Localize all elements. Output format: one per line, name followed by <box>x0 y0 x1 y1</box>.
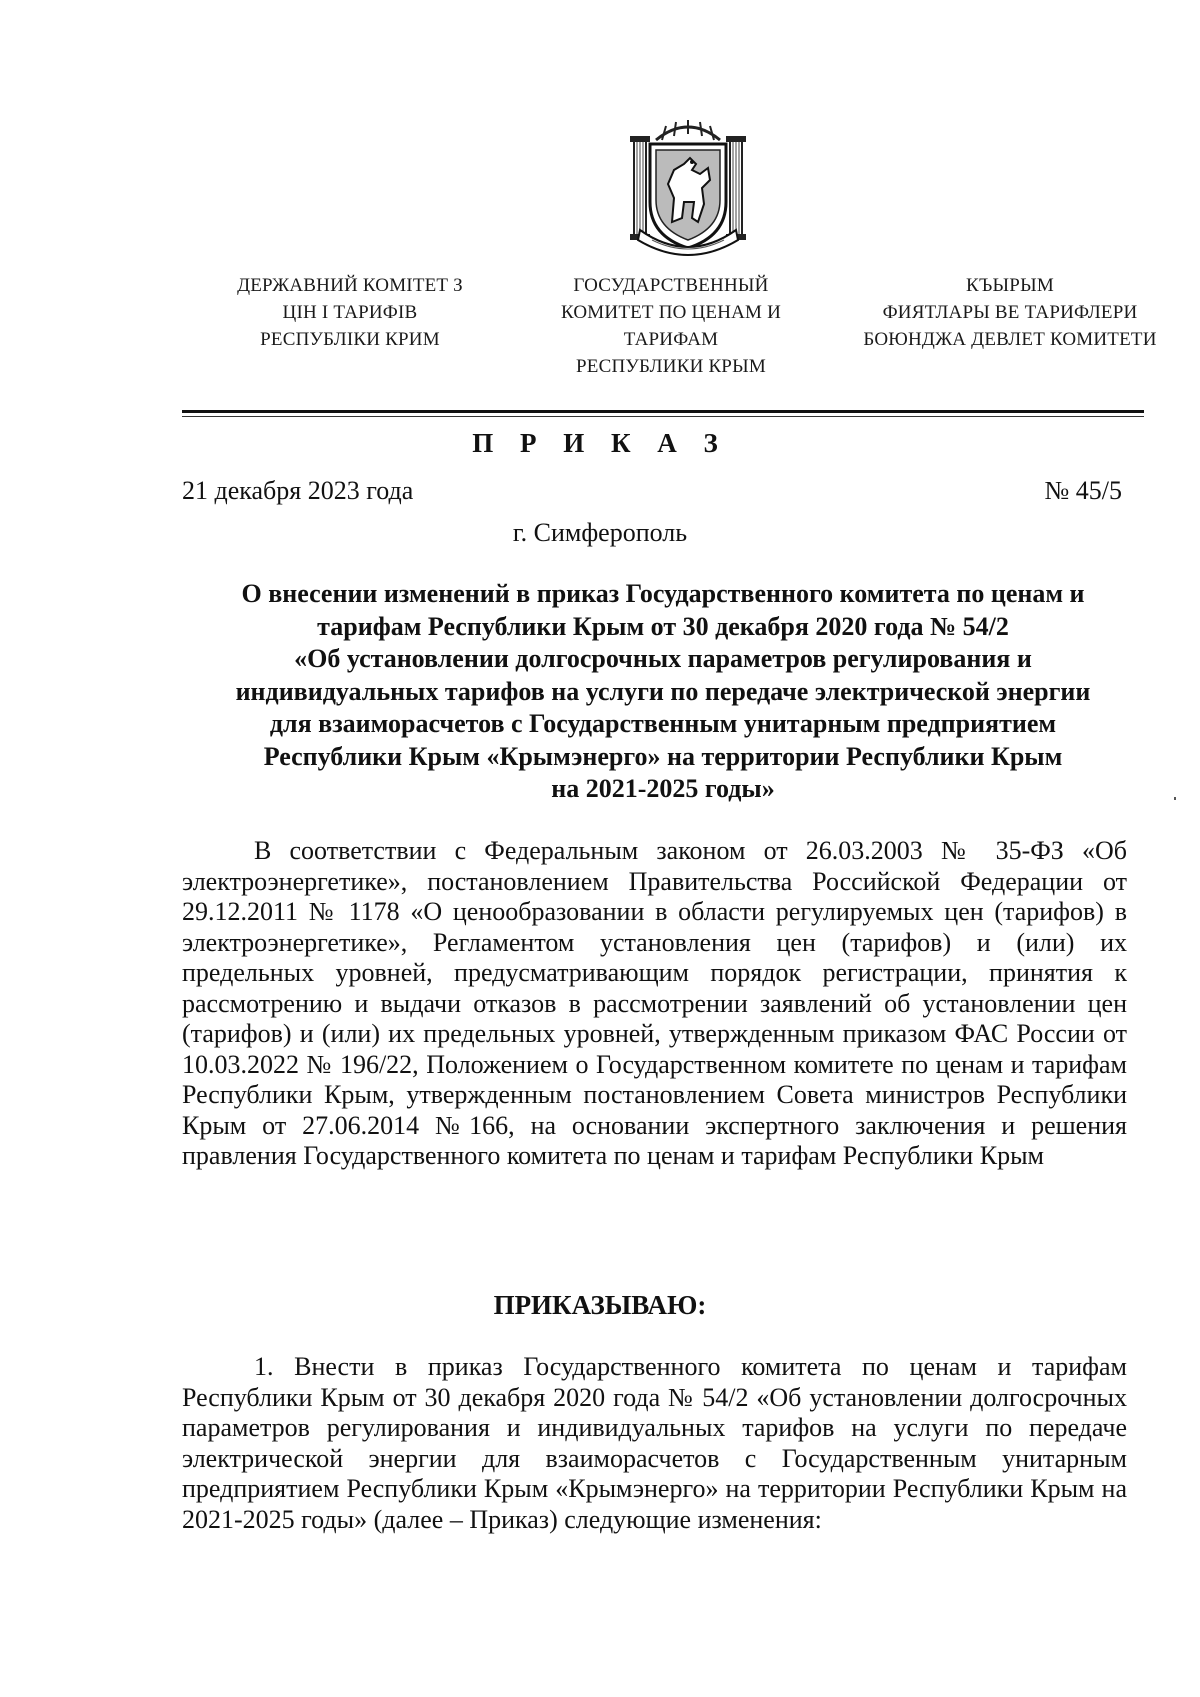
header-russian <box>528 272 814 380</box>
crimea-coat-of-arms-icon <box>628 118 748 258</box>
header-crh-line: БОЮНДЖА ДЕВЛЕТ КОМИТЕТИ <box>863 329 1157 350</box>
title-line: на 2021-2025 годы» <box>551 774 775 803</box>
item-1-paragraph: 1. Внести в приказ Государственного комитета по ценам и тарифам Республики Крым от 30 декабря 2020 года № 54/2 «Об установлении долгосрочных параметров регулирования и индивидуальных тарифов на услуги по передаче электрической энергии для взаиморасчетов с Государственным унитарным предприятием Республики Крым «Крымэнерго» на территории Республики Крым на 2021-2025 годы» (далее – Приказ) следующие изменения: <box>182 1352 1127 1534</box>
command-heading: ПРИКАЗЫВАЮ: <box>493 1290 707 1320</box>
header-ru-line: ГОСУДАРСТВЕННЫЙ <box>573 275 769 296</box>
title-line: «Об установлении долгосрочных параметров регулирования и <box>294 644 1032 673</box>
header-ua-line: ДЕРЖАВНИЙ КОМІТЕТ З <box>237 275 463 296</box>
header-ukrainian <box>205 272 495 353</box>
document-city: г. Симферополь <box>512 518 688 547</box>
header-ua-line: ЦІН І ТАРИФІВ <box>282 302 418 323</box>
header-crh-line: КЪЫРЫМ <box>966 275 1054 296</box>
header-ru-line: РЕСПУБЛИКИ КРЫМ <box>576 356 766 377</box>
document-number: № 45/5 <box>1044 476 1122 505</box>
title-line: для взаиморасчетов с Государственным унитарным предприятием <box>269 709 1057 738</box>
header-ru-line: ТАРИФАМ <box>623 329 719 350</box>
title-line: О внесении изменений в приказ Государственного комитета по ценам и <box>241 579 1085 608</box>
title-line: тарифам Республики Крым от 30 декабря 2020 года № 54/2 <box>317 611 1009 641</box>
title-line: Республики Крым «Крымэнерго» на территории Республики Крым <box>263 741 1063 771</box>
preamble-paragraph: В соответствии с Федеральным законом от 26.03.2003 № 35-ФЗ «Об электроэнергетике», постановлением Правительства Российской Федерации от 29.12.2011 № 1178 «О ценообразовании в области регулируемых цен (тарифов) в электроэнергетике», Регламентом установления цен (тарифов) и (или) их предельных уровней, предусматривающим порядок регистрации, принятия к рассмотрению и выдачи отказов в рассмотрении заявлений об установлении цен (тарифов) и (или) их предельных уровней, утвержденным приказом ФАС России от 10.03.2022 № 196/22, Положением о Государственном комитете по ценам и тарифам Республики Крым, утвержденным постановлением Совета министров Республики Крым от 27.06.2014 №166, на основании экспертного заключения и решения правления Государственного комитета по ценам и тарифам Республики Крым <box>182 836 1127 1170</box>
header-divider-thin <box>182 416 1144 417</box>
scan-speck <box>1174 797 1176 800</box>
title-line: индивидуальных тарифов на услуги по передаче электрической энергии <box>235 676 1091 706</box>
header-ru-line: КОМИТЕТ ПО ЦЕНАМ И <box>560 302 782 323</box>
header-crh-line: ФИЯТЛАРЫ ВЕ ТАРИФЛЕРИ <box>882 302 1138 323</box>
header-crimean-tatar <box>840 272 1180 353</box>
document-title <box>182 578 1144 806</box>
document-date: 21 декабря 2023 года <box>182 476 414 505</box>
header-divider <box>182 410 1144 413</box>
document-type: П Р И К А З <box>472 428 728 458</box>
header-ua-line: РЕСПУБЛІКИ КРИМ <box>260 329 440 350</box>
